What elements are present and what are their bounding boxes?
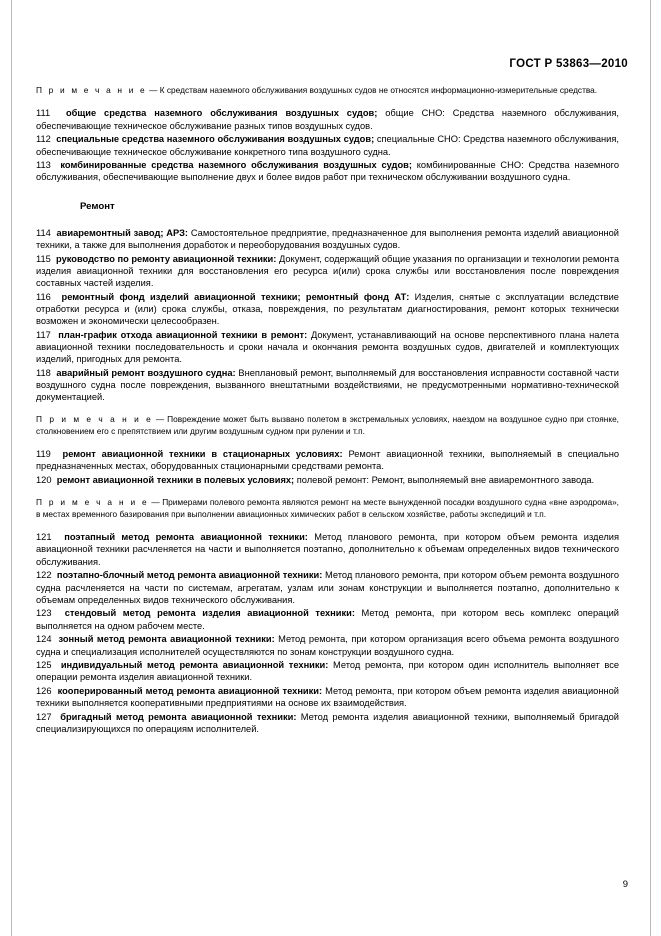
entry-127-term: бригадный метод ремонта авиационной техники: [60,712,297,723]
entry-113-term: комбинированные средства наземного обслуживания воздушных судов; [60,160,412,171]
entry-124 [36,633,619,657]
entry-114-number: 114 [36,227,51,238]
entry-117-definition: Документ, устанавливающий на основе перспективного плана налета авиационной техники последовательность и сроки начала и окончания ремонта воздушных судов, двигателей и комплектующих изделий, пригодных для ремонта. [36,329,619,365]
entry-114-term: авиаремонтный завод; АРЗ: [56,227,189,238]
entry-120 [36,474,619,486]
entry-122-definition: Метод планового ремонта, при котором объем ремонта воздушного судна расчленяется на части по системам, агрегатам, узлам или зонам конструкции и выполняется поэтапно, дополнительно к объемам определенных видов технического обслуживания. [36,570,619,605]
entry-127-definition: Метод ремонта изделия авиационной техники, выполняемый бригадой специализирующихся по операциям исполнителей. [36,712,619,735]
entry-113-definition: комбинированные СНО: Средства наземного обслуживания, обеспечивающие выполнение двух и более видов работ при техническом обслуживании воздушного судна. [36,160,619,183]
note-2-label: П р и м е ч а н и е [36,414,153,425]
entry-124-definition: Метод ремонта, при котором организация всего объема ремонта воздушного судна и специализация исполнителей осуществляются по зонам конструкции воздушного судна. [36,634,620,657]
entry-117 [36,329,619,366]
entry-113-number: 113 [36,160,51,171]
entry-124-number: 124 [36,634,52,645]
entry-126-number: 126 [36,686,52,697]
entry-127 [36,711,619,735]
note-1-label: П р и м е ч а н и е [36,85,147,95]
note-1-text: — К средствам наземного обслуживания воздушных судов не относятся информационно-измерительные средства. [146,85,598,95]
note-3-text: — Примерами полевого ремонта являются ремонт на месте вынужденной посадки воздушного судна «вне аэродрома», в местах временного базирования при выполнении авиационных химических работ в сельском хозяйстве, работы экспедиций и т.п. [36,497,619,519]
entry-119-number: 119 [36,449,51,460]
entry-114 [36,227,619,251]
entry-118-definition: Внеплановый ремонт, выполняемый для восстановления исправности составной части воздушного судна после повреждения, вызванного внештатными воздействиями, не предусмотренными нормативно-технической документацией. [36,367,619,403]
entry-115-definition: Документ, содержащий общие указания по организации и технологии ремонта изделия авиационной техники для восстановления его ресурса и(или) срока службы или восстановления после повреждения составных частей изделия. [36,253,620,288]
note-3-label: П р и м е ч а н и е [36,497,149,508]
entry-122-number: 122 [36,570,52,581]
entry-127-number: 127 [36,712,52,723]
entry-126-definition: Метод ремонта, при котором объем ремонта изделия авиационной техники выполняется кооперативными предприятиями на основе их взаимодействия. [36,686,619,709]
entry-125-term: индивидуальный метод ремонта авиационной техники: [60,660,329,671]
entry-111 [36,107,619,131]
entry-120-definition: полевой ремонт: Ремонт, выполняемый вне авиаремонтного завода. [294,475,595,486]
entry-111-term: общие средства наземного обслуживания воздушных судов; [65,108,378,119]
entry-118-number: 118 [36,367,51,378]
entry-126 [36,685,619,709]
entry-118 [36,367,619,404]
page-border-right [650,0,651,936]
entry-121-number: 121 [36,532,52,543]
page-border-left [11,0,12,936]
page-number: 9 [622,879,628,890]
entry-120-term: ремонт авиационной техники в полевых условиях; [56,475,295,486]
note-3 [36,497,619,520]
entry-115-term: руководство по ремонту авиационной техники: [56,253,277,264]
entry-115-number: 115 [36,253,51,264]
note-1 [36,85,619,96]
entry-114-definition: Самостоятельное предприятие, предназначенное для выполнения ремонта изделий авиационной техники, а также для выполнения доработок и переоборудования воздушных судов. [36,227,619,250]
entry-111-definition: общие СНО: Средства наземного обслуживания, обеспечивающие техническое обслуживание разных типов воздушных судов. [36,108,619,131]
entry-125-definition: Метод ремонта, при котором один исполнитель выполняет все операции ремонта изделия авиационной техники. [36,660,620,683]
entry-122 [36,569,619,606]
entry-117-number: 117 [36,329,51,340]
entry-112-number: 112 [36,134,51,145]
entry-123-definition: Метод ремонта, при котором весь комплекс операций выполняется на одном рабочем месте. [36,608,620,631]
section-heading-repair: Ремонт [80,200,115,212]
entry-126-term: кооперированный метод ремонта авиационной техники: [57,686,323,697]
entry-125 [36,659,619,683]
entry-115 [36,253,619,290]
note-2-text: — Повреждение может быть вызвано полетом в экстремальных условиях, наездом на воздушное судно при стоянке, столкновением его с препятствием или другим воздушным судном при рулении и т.п. [36,414,619,436]
entry-116-term: ремонтный фонд изделий авиационной техники; ремонтный фонд АТ: [61,291,410,302]
entry-119 [36,448,619,472]
entry-125-number: 125 [36,660,52,671]
document-body [36,85,619,737]
entry-112-definition: специальные СНО: Средства наземного обслуживания, обеспечивающие техническое обслуживание конкретного типа воздушного судна. [36,134,619,157]
entry-123 [36,607,619,631]
entry-123-term: стендовый метод ремонта изделия авиационной техники: [64,608,355,619]
entry-116-definition: Изделия, снятые с эксплуатации вследствие отработки ресурса и (или) срока службы, отказа, повреждения, по результатам диагностирования, ремонт которых технически возможен и экономически целесообразен. [36,291,619,327]
entry-112-term: специальные средства наземного обслуживания воздушных судов; [56,134,375,145]
entry-112 [36,133,619,157]
standard-header: ГОСТ Р 53863—2010 [509,58,628,70]
entry-124-term: зонный метод ремонта авиационной техники: [58,634,275,645]
entry-123-number: 123 [36,608,52,619]
entry-116 [36,291,619,328]
entry-121-definition: Метод планового ремонта, при котором объем ремонта изделия авиационной техники расчленяется на части и выполняется поэтапно, дополнительно к объемам определенных видов технического обслуживания. [36,532,619,567]
entry-111-number: 111 [36,108,51,119]
entry-121-term: поэтапный метод ремонта авиационной техники: [64,532,308,543]
entry-117-term: план-график отхода авиационной техники в ремонт: [58,329,308,340]
entry-122-term: поэтапно-блочный метод ремонта авиационной техники: [56,570,323,581]
entry-119-term: ремонт авиационной техники в стационарных условиях: [62,449,343,460]
note-2 [36,414,619,437]
entry-113 [36,159,619,183]
entry-116-number: 116 [36,291,51,302]
entry-119-definition: Ремонт авиационной техники, выполняемый в специально предназначенных местах, оборудованных стационарными средствами ремонта. [36,449,620,472]
entry-118-term: аварийный ремонт воздушного судна: [56,367,236,378]
entry-121 [36,531,619,568]
entry-120-number: 120 [36,475,52,486]
